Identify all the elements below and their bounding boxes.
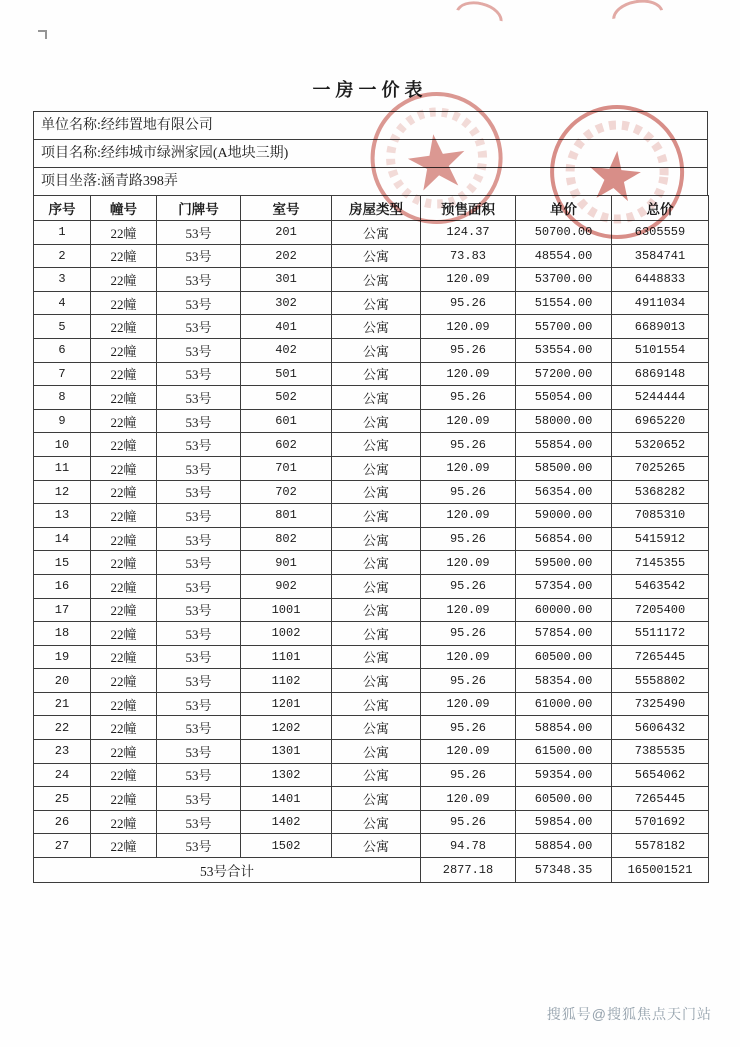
table-cell: 95.26	[421, 291, 516, 315]
footer-label: 53号合计	[34, 858, 421, 883]
table-cell: 公寓	[332, 386, 421, 410]
table-cell: 27	[34, 834, 91, 858]
table-cell: 4	[34, 291, 91, 315]
table-cell: 94.78	[421, 834, 516, 858]
table-cell: 120.09	[421, 456, 516, 480]
table-cell: 1302	[241, 763, 332, 787]
table-cell: 120.09	[421, 409, 516, 433]
table-cell: 201	[241, 221, 332, 245]
table-cell: 3	[34, 268, 91, 292]
table-row	[34, 692, 709, 716]
table-cell: 51554.00	[516, 291, 612, 315]
table-cell: 1202	[241, 716, 332, 740]
table-row	[34, 763, 709, 787]
table-cell: 6305559	[612, 221, 709, 245]
table-cell: 58854.00	[516, 716, 612, 740]
table-row	[34, 221, 709, 245]
table-cell: 59000.00	[516, 504, 612, 528]
table-cell: 60000.00	[516, 598, 612, 622]
column-header: 幢号	[91, 196, 157, 221]
footer-area-total: 2877.18	[421, 858, 516, 883]
table-cell: 22幢	[91, 244, 157, 268]
table-cell: 53号	[157, 574, 241, 598]
table-cell: 公寓	[332, 740, 421, 764]
table-cell: 1502	[241, 834, 332, 858]
table-cell: 15	[34, 551, 91, 575]
table-cell: 公寓	[332, 692, 421, 716]
table-cell: 120.09	[421, 645, 516, 669]
table-row	[34, 551, 709, 575]
table-cell: 公寓	[332, 810, 421, 834]
table-cell: 22	[34, 716, 91, 740]
table-cell: 53号	[157, 433, 241, 457]
table-cell: 22幢	[91, 716, 157, 740]
table-cell: 902	[241, 574, 332, 598]
stamp-fragment-2	[610, 0, 667, 36]
table-row	[34, 834, 709, 858]
table-cell: 公寓	[332, 551, 421, 575]
table-cell: 5558802	[612, 669, 709, 693]
table-cell: 5244444	[612, 386, 709, 410]
table-cell: 1101	[241, 645, 332, 669]
table-cell: 6689013	[612, 315, 709, 339]
table-cell: 53号	[157, 810, 241, 834]
table-row	[34, 338, 709, 362]
table-cell: 802	[241, 527, 332, 551]
table-cell: 公寓	[332, 787, 421, 811]
table-row	[34, 315, 709, 339]
table-cell: 95.26	[421, 433, 516, 457]
table-cell: 124.37	[421, 221, 516, 245]
table-cell: 23	[34, 740, 91, 764]
table-cell: 53号	[157, 221, 241, 245]
table-cell: 5368282	[612, 480, 709, 504]
table-cell: 6869148	[612, 362, 709, 386]
table-row	[34, 622, 709, 646]
table-cell: 53700.00	[516, 268, 612, 292]
table-cell: 95.26	[421, 716, 516, 740]
table-cell: 901	[241, 551, 332, 575]
table-cell: 120.09	[421, 504, 516, 528]
header-row	[34, 196, 709, 221]
table-cell: 7385535	[612, 740, 709, 764]
table-cell: 公寓	[332, 834, 421, 858]
table-cell: 公寓	[332, 362, 421, 386]
table-cell: 22幢	[91, 291, 157, 315]
table-cell: 22幢	[91, 527, 157, 551]
table-row	[34, 669, 709, 693]
table-cell: 53号	[157, 504, 241, 528]
table-cell: 61000.00	[516, 692, 612, 716]
table-cell: 10	[34, 433, 91, 457]
price-sheet	[33, 111, 708, 883]
table-cell: 公寓	[332, 338, 421, 362]
column-header: 门牌号	[157, 196, 241, 221]
table-cell: 17	[34, 598, 91, 622]
table-row	[34, 362, 709, 386]
table-cell: 11	[34, 456, 91, 480]
table-cell: 公寓	[332, 268, 421, 292]
table-cell: 22幢	[91, 669, 157, 693]
table-cell: 602	[241, 433, 332, 457]
table-row	[34, 268, 709, 292]
table-row	[34, 386, 709, 410]
table-cell: 1002	[241, 622, 332, 646]
table-cell: 95.26	[421, 763, 516, 787]
footer-total-price: 165001521	[612, 858, 709, 883]
table-cell: 5606432	[612, 716, 709, 740]
page-title: 一房一价表	[312, 80, 428, 100]
table-cell: 14	[34, 527, 91, 551]
table-cell: 53号	[157, 315, 241, 339]
column-header: 总价	[612, 196, 709, 221]
table-cell: 53号	[157, 244, 241, 268]
table-cell: 120.09	[421, 692, 516, 716]
table-row	[34, 409, 709, 433]
info-project-name: 项目名称:经纬城市绿洲家园(A地块三期)	[33, 139, 708, 168]
table-cell: 公寓	[332, 574, 421, 598]
table-cell: 22幢	[91, 480, 157, 504]
table-cell: 公寓	[332, 456, 421, 480]
footer-row	[34, 858, 709, 883]
column-header: 序号	[34, 196, 91, 221]
table-cell: 61500.00	[516, 740, 612, 764]
table-cell: 53号	[157, 763, 241, 787]
table-cell: 401	[241, 315, 332, 339]
table-cell: 5320652	[612, 433, 709, 457]
table-cell: 22幢	[91, 221, 157, 245]
table-row	[34, 527, 709, 551]
table-cell: 22幢	[91, 268, 157, 292]
table-cell: 53号	[157, 740, 241, 764]
table-cell: 2	[34, 244, 91, 268]
column-header: 单价	[516, 196, 612, 221]
table-row	[34, 787, 709, 811]
table-row	[34, 244, 709, 268]
table-cell: 18	[34, 622, 91, 646]
table-cell: 56854.00	[516, 527, 612, 551]
table-cell: 22幢	[91, 456, 157, 480]
table-cell: 22幢	[91, 645, 157, 669]
table-cell: 59854.00	[516, 810, 612, 834]
table-cell: 22幢	[91, 692, 157, 716]
table-cell: 1001	[241, 598, 332, 622]
table-cell: 95.26	[421, 574, 516, 598]
table-cell: 701	[241, 456, 332, 480]
table-cell: 53号	[157, 551, 241, 575]
table-row	[34, 480, 709, 504]
column-header: 房屋类型	[332, 196, 421, 221]
price-table	[33, 195, 709, 883]
table-row	[34, 504, 709, 528]
table-cell: 21	[34, 692, 91, 716]
table-cell: 20	[34, 669, 91, 693]
table-cell: 公寓	[332, 221, 421, 245]
table-cell: 53号	[157, 834, 241, 858]
table-cell: 22幢	[91, 433, 157, 457]
table-cell: 22幢	[91, 810, 157, 834]
table-cell: 22幢	[91, 787, 157, 811]
table-cell: 22幢	[91, 622, 157, 646]
table-cell: 120.09	[421, 268, 516, 292]
table-cell: 6448833	[612, 268, 709, 292]
table-cell: 24	[34, 763, 91, 787]
table-cell: 53号	[157, 692, 241, 716]
table-row	[34, 716, 709, 740]
table-cell: 95.26	[421, 669, 516, 693]
table-cell: 95.26	[421, 810, 516, 834]
table-cell: 120.09	[421, 598, 516, 622]
table-cell: 4911034	[612, 291, 709, 315]
table-cell: 22幢	[91, 574, 157, 598]
table-cell: 5	[34, 315, 91, 339]
table-cell: 公寓	[332, 480, 421, 504]
table-cell: 53号	[157, 787, 241, 811]
table-cell: 53号	[157, 409, 241, 433]
table-cell: 53号	[157, 622, 241, 646]
table-cell: 5701692	[612, 810, 709, 834]
table-cell: 7265445	[612, 787, 709, 811]
stamp-fragment-1	[452, 0, 506, 37]
table-cell: 1401	[241, 787, 332, 811]
table-cell: 53号	[157, 645, 241, 669]
table-cell: 公寓	[332, 669, 421, 693]
table-cell: 120.09	[421, 362, 516, 386]
table-cell: 56354.00	[516, 480, 612, 504]
table-row	[34, 574, 709, 598]
table-cell: 59354.00	[516, 763, 612, 787]
table-cell: 73.83	[421, 244, 516, 268]
table-cell: 5463542	[612, 574, 709, 598]
corner-mark	[38, 30, 47, 39]
table-cell: 6	[34, 338, 91, 362]
table-cell: 53号	[157, 456, 241, 480]
table-cell: 5101554	[612, 338, 709, 362]
table-cell: 26	[34, 810, 91, 834]
table-cell: 7	[34, 362, 91, 386]
table-cell: 5415912	[612, 527, 709, 551]
footer-avg-price: 57348.35	[516, 858, 612, 883]
table-cell: 5654062	[612, 763, 709, 787]
table-cell: 57354.00	[516, 574, 612, 598]
table-cell: 53号	[157, 669, 241, 693]
table-cell: 302	[241, 291, 332, 315]
table-cell: 22幢	[91, 362, 157, 386]
table-cell: 601	[241, 409, 332, 433]
info-project-location: 项目坐落:涵青路398弄	[33, 167, 708, 196]
table-cell: 57200.00	[516, 362, 612, 386]
table-cell: 12	[34, 480, 91, 504]
table-cell: 58000.00	[516, 409, 612, 433]
table-cell: 1201	[241, 692, 332, 716]
table-cell: 22幢	[91, 763, 157, 787]
table-cell: 公寓	[332, 716, 421, 740]
table-cell: 55700.00	[516, 315, 612, 339]
table-cell: 7205400	[612, 598, 709, 622]
table-body	[34, 221, 709, 858]
table-cell: 801	[241, 504, 332, 528]
table-cell: 公寓	[332, 409, 421, 433]
table-cell: 公寓	[332, 763, 421, 787]
table-cell: 502	[241, 386, 332, 410]
table-cell: 202	[241, 244, 332, 268]
table-cell: 95.26	[421, 622, 516, 646]
table-cell: 22幢	[91, 315, 157, 339]
table-row	[34, 433, 709, 457]
table-cell: 60500.00	[516, 787, 612, 811]
table-cell: 8	[34, 386, 91, 410]
table-cell: 53号	[157, 338, 241, 362]
table-cell: 5578182	[612, 834, 709, 858]
table-cell: 7025265	[612, 456, 709, 480]
table-cell: 53号	[157, 716, 241, 740]
table-cell: 53号	[157, 362, 241, 386]
table-cell: 59500.00	[516, 551, 612, 575]
table-cell: 19	[34, 645, 91, 669]
column-header: 室号	[241, 196, 332, 221]
table-cell: 120.09	[421, 740, 516, 764]
table-cell: 7325490	[612, 692, 709, 716]
table-cell: 50700.00	[516, 221, 612, 245]
table-cell: 22幢	[91, 834, 157, 858]
column-header: 预售面积	[421, 196, 516, 221]
table-cell: 22幢	[91, 551, 157, 575]
table-cell: 58500.00	[516, 456, 612, 480]
table-cell: 7265445	[612, 645, 709, 669]
table-cell: 22幢	[91, 598, 157, 622]
table-cell: 公寓	[332, 244, 421, 268]
table-cell: 53号	[157, 527, 241, 551]
table-cell: 48554.00	[516, 244, 612, 268]
table-cell: 7085310	[612, 504, 709, 528]
table-row	[34, 598, 709, 622]
table-cell: 16	[34, 574, 91, 598]
table-cell: 95.26	[421, 386, 516, 410]
table-cell: 120.09	[421, 787, 516, 811]
table-cell: 1301	[241, 740, 332, 764]
table-cell: 22幢	[91, 338, 157, 362]
table-cell: 53号	[157, 386, 241, 410]
table-row	[34, 291, 709, 315]
table-cell: 1402	[241, 810, 332, 834]
table-row	[34, 810, 709, 834]
table-cell: 95.26	[421, 480, 516, 504]
table-cell: 301	[241, 268, 332, 292]
table-cell: 120.09	[421, 551, 516, 575]
table-cell: 公寓	[332, 315, 421, 339]
table-cell: 53号	[157, 598, 241, 622]
table-cell: 公寓	[332, 527, 421, 551]
table-cell: 55854.00	[516, 433, 612, 457]
table-cell: 501	[241, 362, 332, 386]
table-cell: 公寓	[332, 291, 421, 315]
table-cell: 1102	[241, 669, 332, 693]
table-cell: 公寓	[332, 433, 421, 457]
table-cell: 95.26	[421, 527, 516, 551]
table-cell: 57854.00	[516, 622, 612, 646]
table-cell: 公寓	[332, 598, 421, 622]
table-cell: 1	[34, 221, 91, 245]
table-cell: 53号	[157, 268, 241, 292]
table-cell: 9	[34, 409, 91, 433]
table-cell: 53554.00	[516, 338, 612, 362]
table-cell: 22幢	[91, 409, 157, 433]
table-cell: 55054.00	[516, 386, 612, 410]
table-cell: 402	[241, 338, 332, 362]
table-cell: 公寓	[332, 645, 421, 669]
table-cell: 3584741	[612, 244, 709, 268]
table-row	[34, 456, 709, 480]
table-cell: 公寓	[332, 622, 421, 646]
table-cell: 702	[241, 480, 332, 504]
table-row	[34, 740, 709, 764]
watermark: 搜狐号@搜狐焦点天门站	[546, 1006, 712, 1022]
table-cell: 公寓	[332, 504, 421, 528]
table-cell: 53号	[157, 291, 241, 315]
table-cell: 60500.00	[516, 645, 612, 669]
table-cell: 22幢	[91, 504, 157, 528]
table-cell: 7145355	[612, 551, 709, 575]
table-row	[34, 645, 709, 669]
table-cell: 120.09	[421, 315, 516, 339]
table-cell: 58854.00	[516, 834, 612, 858]
table-cell: 5511172	[612, 622, 709, 646]
table-cell: 6965220	[612, 409, 709, 433]
table-cell: 58354.00	[516, 669, 612, 693]
table-cell: 95.26	[421, 338, 516, 362]
table-cell: 22幢	[91, 386, 157, 410]
table-cell: 22幢	[91, 740, 157, 764]
info-unit-name: 单位名称:经纬置地有限公司	[33, 111, 708, 140]
table-cell: 25	[34, 787, 91, 811]
table-cell: 13	[34, 504, 91, 528]
table-cell: 53号	[157, 480, 241, 504]
